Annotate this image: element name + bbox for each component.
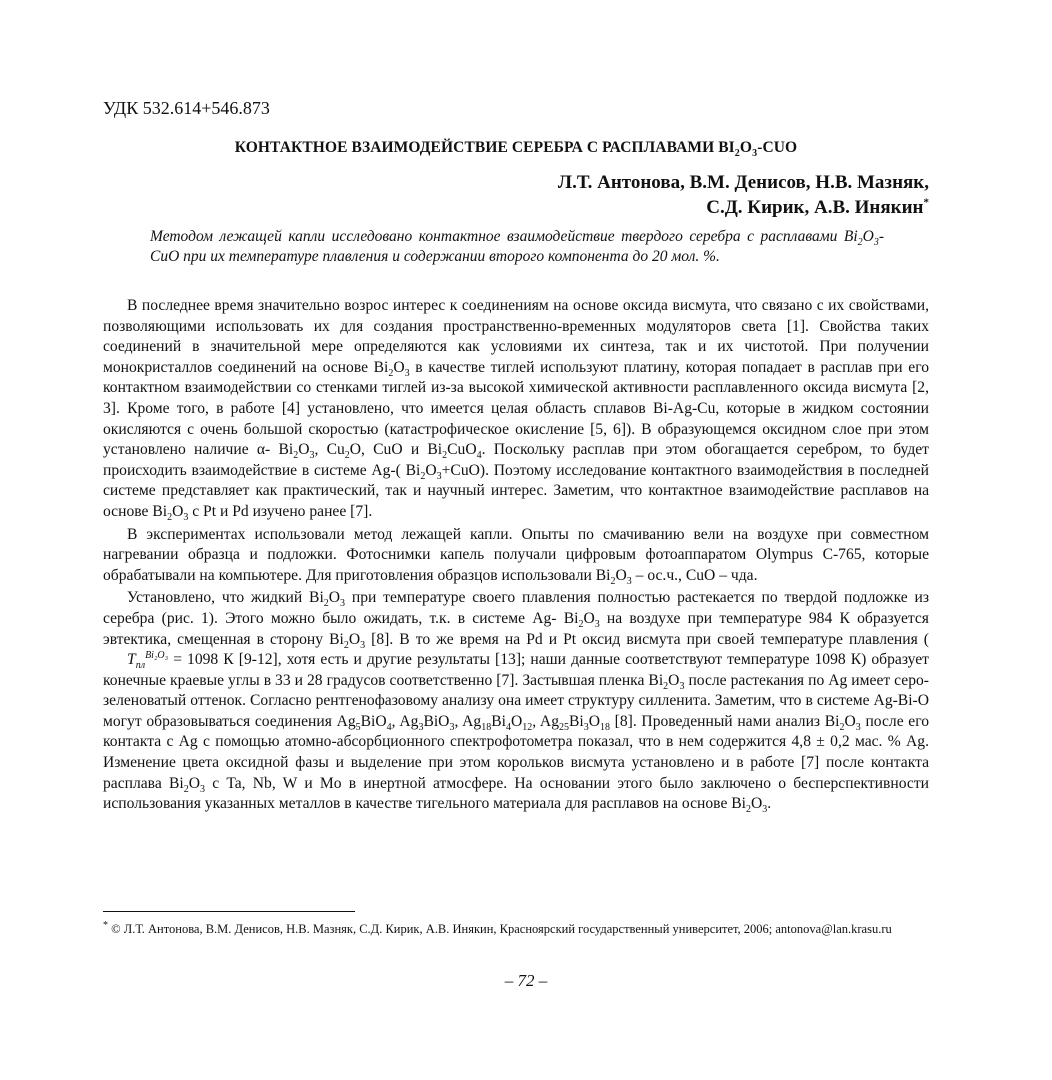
authors-line-2: С.Д. Кирик, А.В. Инякин* — [706, 196, 929, 218]
footnote-mark: * — [923, 196, 929, 209]
abstract: Методом лежащей капли исследовано контактное взаимодействие твердого серебра с расплавами $Bi_2O_3$-CuO при их температуре плавления и содержании второго компонента до 20 мол. %. — [150, 228, 884, 265]
footnote-divider — [103, 911, 355, 912]
paragraph-2: В экспериментах использовали метод лежащей капли. Опыты по смачиванию вели на воздухе при совместном нагревании образца и подложки. Фотоснимки капель получали цифровым фотоаппаратом Olympus C-765, которые обрабатывали на компьютере. Для приготовления образцов использовали $Bi_2O_3 - ос.ч$., CuO – чда. — [103, 525, 929, 587]
udk-code: УДК 532.614+546.873 — [103, 98, 270, 118]
article-title: КОНТАКТНОЕ ВЗАИМОДЕЙСТВИЕ СЕРЕБРА С РАСПЛАВАМИ $BI_2O_3$-CUO — [234, 139, 798, 160]
authors-line-1: Л.Т. Антонова, В.М. Денисов, Н.В. Мазняк, — [557, 172, 929, 193]
authors — [558, 170, 929, 220]
melting-temperature-symbol: $T_{пл}^{Bi_2O_3}$ — [127, 649, 169, 672]
paragraph-1: В последнее время значительно возрос интерес к соединениям на основе оксида висмута, что связано с их свойствами, позволяющими использовать их для создания пространственно-временных модуляторов света [1]. Свойства таких соединений в значительной мере определяются как условиями их синтеза, так и их чистотой. При получении монокристаллов соединений на основе $Bi_2O_3$ в качестве тиглей используют платину, которая попадает в расплав при его контактном взаимодействии со стенками тиглей из-за высокой химической активности расплавленного оксида висмута [2, 3]. Кроме того, в работе [4] установлено, что имеется целая область сплавов Bi-Ag-Cu, которые в жидком состоянии окисляются с очень большой скоростью (катастрофическое окисление [5, 6]). В образующемся оксидном слое при этом установлено наличие α- $Bi_2O_3$, $Cu_2O$, CuO и $Bi_2CuO_4$. Поскольку расплав при этом обогащается серебром, то будет происходить взаимодействие в системе Ag-( $Bi_2O_3+CuO$). Поэтому исследование контактного взаимодействия в последней системе представляет как практический, так и научный интерес. Заметим, что контактное взаимодействие расплавов на основе $Bi_2O_3$ с Pt и Pd изучено ранее [7]. — [103, 297, 930, 524]
page-number: – 72 – — [504, 971, 548, 990]
footnote: * © Л.Т. Антонова, В.М. Денисов, Н.В. Мазняк, С.Д. Кирик, А.В. Инякин, Красноярский государственный университет, 2006; antonova@lan.krasu.ru — [103, 919, 892, 936]
article-body — [103, 296, 929, 817]
paragraph-3: Установлено, что жидкий $Bi_2O_3$ при температуре своего плавления полностью растекается по твердой подложке из серебра (рис. 1). Этого можно было ожидать, т.к. в системе Ag- $Bi_2O_3$ на воздухе при температуре 984 К образуется эвтектика, смещенная в сторону $Bi_2O_3$ [8]. В то же время на Pd и Pt оксид висмута при своей температуре плавления ($T_{пл}^{Bi_2O_3} = 1098$ К [9-12], хотя есть и другие результаты [13]; наши данные соответствуют температуре 1098 К) образует конечные краевые углы в 33 и 28 градусов соответственно [7]. Застывшая пленка $Bi_2O_3$ после растекания по Ag имеет серо-зеленоватый оттенок. Согласно рентгенофазовому анализу она имеет структуру силленита. Заметим, что в системе Ag-Bi-O могут образовываться соединения $Ag_5BiO_4$, $Ag_3BiO_3$, $Ag_{18}Bi_4O_{12}$, $Ag_{25}Bi_3O_{18}$ [8]. Проведенный нами анализ $Bi_2O_3$ после его контакта с Ag с помощью атомно-абсорбционного спектрофотометра показал, что в нем содержится 4,8 ± 0,2 мас. % Ag. Изменение цвета оксидной фазы и выделение при этом корольков висмута установлено и в работе [7] после контакта расплава $Bi_2O_3$ с Ta, Nb, W и Mo в инертной атмосфере. На основании этого было заключено о бесперспективности использования указанных металлов в качестве тигельного материала для расплавов на основе $Bi_2O_3$. — [103, 589, 930, 816]
